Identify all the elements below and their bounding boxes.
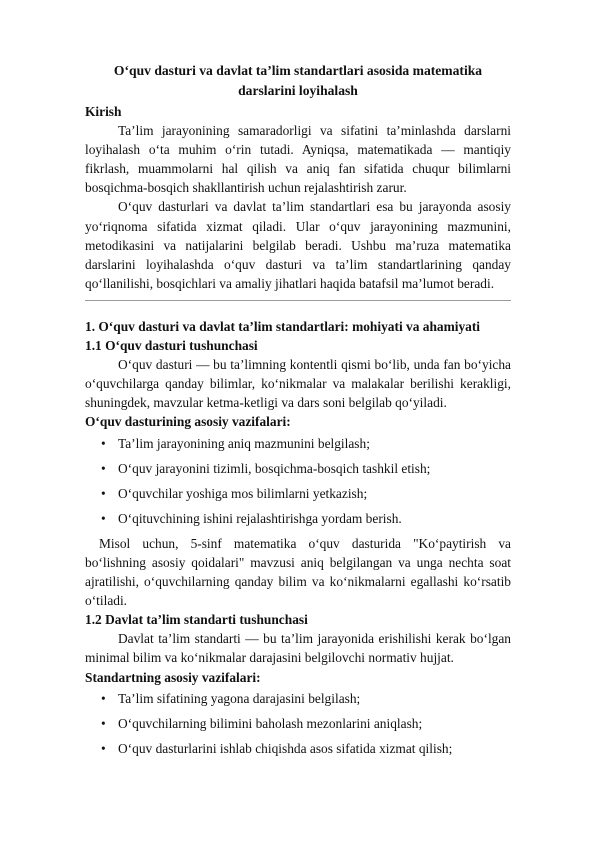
bullet-icon: • — [101, 510, 106, 526]
curriculum-definition-paragraph: O‘quv dasturi — bu ta’limning kontentli qismi bo‘lib, unda fan bo‘yicha o‘quvchilarga qanday bilimlar, ko‘nikmalar va malakalar berilishi kerakligi, shuningdek, mavzular ketma-ketligi va dars soni belgilab qo‘yiladi. — [85, 357, 511, 411]
list-item — [85, 434, 511, 453]
list-item-text: O‘quvchilarning bilimini baholash mezonlarini aniqlash; — [118, 715, 423, 731]
bullet-icon: • — [101, 435, 106, 451]
list-item — [85, 459, 511, 478]
standard-tasks-heading: Standartning asosiy vazifalari: — [85, 669, 261, 685]
intro-paragraph-1: Ta’lim jarayonining samaradorligi va sifatini ta’minlashda darslarni loyihalash o‘ta muhim o‘rin tutadi. Ayniqsa, matematikada — mantiqiy fikrlash, muammolarni hal qilish va aniq fan sifatida chuqur bilimlarni bosqichma-bosqich shakllantirish uchun rejalashtirish zarur. — [85, 123, 511, 196]
example-paragraph: Misol uchun, 5-sinf matematika o‘quv dasturida "Ko‘paytirish va bo‘lishning asosiy qoidalari" mavzusi aniq belgilangan va unga nechta soat ajratilishi, o‘quvchilarning qanday bilim va ko‘nikmalarni egallashi ko‘rsatib o‘tiladi. — [85, 535, 511, 609]
list-item-text: O‘quvchilar yoshiga mos bilimlarni yetkazish; — [118, 485, 368, 501]
bullet-icon: • — [101, 740, 106, 756]
intro-paragraph-2: O‘quv dasturlari va davlat ta’lim standartlari esa bu jarayonda asosiy yo‘riqnoma sifatida xizmat qiladi. Ular o‘quv jarayonining mazmunini, metodikasini va natijalarini belgilab beradi. Ushbu ma’ruza matematika darslarini loyihalashda o‘quv dasturi va ta’lim standartlarining qanday qo‘llanilishi, bosqichlari va amaliy jihatlari haqida batafsil ma’lumot beradi. — [85, 199, 511, 291]
list-item-text: O‘qituvchining ishini rejalashtirishga yordam berish. — [118, 510, 402, 526]
subsection-1-2-heading: 1.2 Davlat ta’lim standarti tushunchasi — [85, 612, 308, 628]
section-divider — [85, 300, 511, 301]
list-item — [85, 689, 511, 708]
list-item-text: O‘quv jarayonini tizimli, bosqichma-bosqich tashkil etish; — [118, 460, 431, 476]
intro-heading: Kirish — [85, 104, 122, 119]
bullet-icon: • — [101, 690, 106, 706]
list-item — [85, 714, 511, 733]
document-page — [85, 61, 511, 764]
standard-tasks-list — [85, 689, 511, 758]
section-1-heading: 1. O‘quv dasturi va davlat ta’lim standartlari: mohiyati va ahamiyati — [85, 318, 481, 334]
list-item — [85, 509, 511, 528]
bullet-icon: • — [101, 485, 106, 501]
list-item — [85, 484, 511, 503]
list-item-text: O‘quv dasturlarini ishlab chiqishda asos sifatida xizmat qilish; — [118, 740, 453, 756]
standard-definition-paragraph: Davlat ta’lim standarti — bu ta’lim jarayonida erishilishi kerak bo‘lgan minimal bilim va ko‘nikmalar darajasini belgilovchi normativ hujjat. — [85, 631, 511, 666]
subsection-1-1-heading: 1.1 O‘quv dasturi tushunchasi — [85, 338, 258, 354]
list-item-text: Ta’lim sifatining yagona darajasini belgilash; — [118, 690, 361, 706]
document-title: O‘quv dasturi va davlat ta’lim standartlari asosida matematika darslarini loyihalash — [113, 63, 483, 98]
list-item — [85, 739, 511, 758]
bullet-icon: • — [101, 460, 106, 476]
curriculum-tasks-list — [85, 434, 511, 528]
bullet-icon: • — [101, 715, 106, 731]
curriculum-tasks-heading: O‘quv dasturining asosiy vazifalari: — [85, 414, 291, 430]
list-item-text: Ta’lim jarayonining aniq mazmunini belgilash; — [118, 435, 370, 451]
